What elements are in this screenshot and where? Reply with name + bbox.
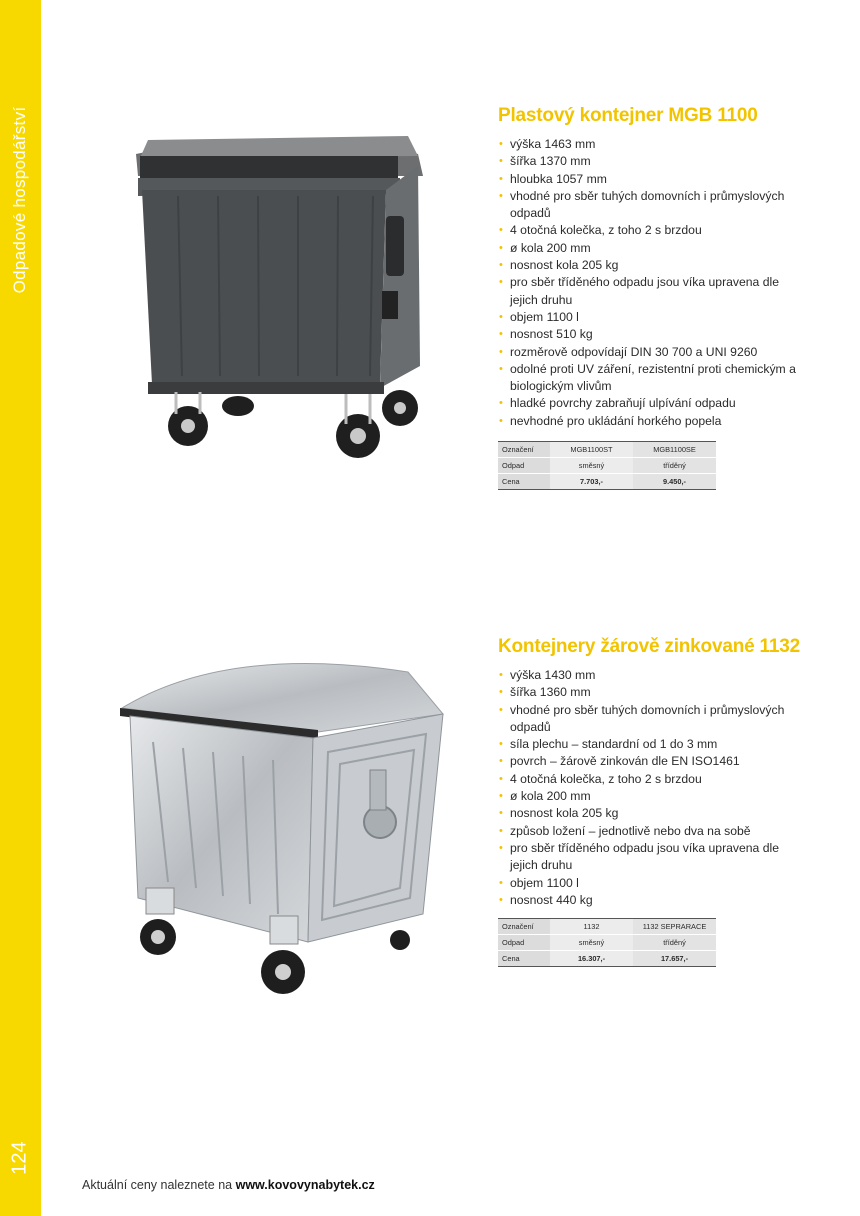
row-label: Označení [498,919,550,935]
row-label: Označení [498,442,550,458]
cell: MGB1100ST [550,442,633,458]
spec-item: • odolné proti UV záření, rezistentní proti chemickým a biologickým vlivům [498,361,800,396]
cell: tříděný [633,458,716,474]
cell: směsný [550,458,633,474]
spec-item: • nosnost kola 205 kg [498,805,828,822]
table-row [498,458,716,474]
cell: MGB1100SE [633,442,716,458]
spec-item: • ø kola 200 mm [498,788,828,805]
row-label: Cena [498,474,550,490]
spec-item: • hladké povrchy zabraňují ulpívání odpadu [498,395,828,412]
spec-item: • hloubka 1057 mm [498,171,828,188]
cell: 1132 SEPRARACE [633,919,716,935]
spec-item: • vhodné pro sběr tuhých domovních i průmyslových odpadů [498,702,828,737]
product-title: Kontejnery žárově zinkované 1132 [498,636,800,657]
spec-item: • povrch – žárově zinkován dle EN ISO1461 [498,753,828,770]
price-cell: 16.307,- [550,951,633,967]
price-cell: 17.657,- [633,951,716,967]
section-title: Odpadové hospodářství [10,106,29,294]
product-title: Plastový kontejner MGB 1100 [498,105,758,126]
cell: tříděný [633,935,716,951]
spec-item: • vhodné pro sběr tuhých domovních i průmyslových odpadů [498,188,828,223]
price-table [498,441,716,490]
spec-item: • nevhodné pro ukládání horkého popela [498,413,828,430]
spec-item: • šířka 1370 mm [498,153,828,170]
side-bar [0,0,41,1216]
footer [82,1178,375,1192]
cell: 1132 [550,919,633,935]
plastic-container-image [118,126,448,466]
spec-item: • výška 1463 mm [498,136,828,153]
table-row [498,935,716,951]
row-label: Odpad [498,935,550,951]
spec-item: • pro sběr tříděného odpadu jsou víka upravena dle jejich druhu [498,840,800,875]
spec-list [498,667,828,909]
spec-item: • rozměrově odpovídají DIN 30 700 a UNI 9260 [498,344,828,361]
spec-item: • 4 otočná kolečka, z toho 2 s brzdou [498,222,828,239]
spec-item: • pro sběr tříděného odpadu jsou víka upravena dle jejich druhu [498,274,800,309]
row-label: Odpad [498,458,550,474]
spec-item: • výška 1430 mm [498,667,828,684]
spec-item: • ø kola 200 mm [498,240,828,257]
spec-item: • nosnost kola 205 kg [498,257,828,274]
row-label: Cena [498,951,550,967]
table-row [498,442,716,458]
price-table [498,918,716,967]
spec-item: • objem 1100 l [498,875,828,892]
table-row [498,951,716,967]
cell: směsný [550,935,633,951]
price-cell: 7.703,- [550,474,633,490]
spec-item: • objem 1100 l [498,309,828,326]
galvanized-container-image [108,652,453,1002]
website-link[interactable]: www.kovovynabytek.cz [235,1178,375,1192]
page-number: 124 [8,1141,31,1175]
spec-item: • síla plechu – standardní od 1 do 3 mm [498,736,828,753]
footer-text: Aktuální ceny naleznete na [82,1178,233,1192]
price-cell: 9.450,- [633,474,716,490]
table-row [498,919,716,935]
table-row [498,474,716,490]
spec-item: • šířka 1360 mm [498,684,828,701]
spec-list [498,136,828,430]
spec-item: • 4 otočná kolečka, z toho 2 s brzdou [498,771,828,788]
spec-item: • nosnost 440 kg [498,892,828,909]
spec-item: • způsob ložení – jednotlivě nebo dva na sobě [498,823,828,840]
spec-item: • nosnost 510 kg [498,326,828,343]
